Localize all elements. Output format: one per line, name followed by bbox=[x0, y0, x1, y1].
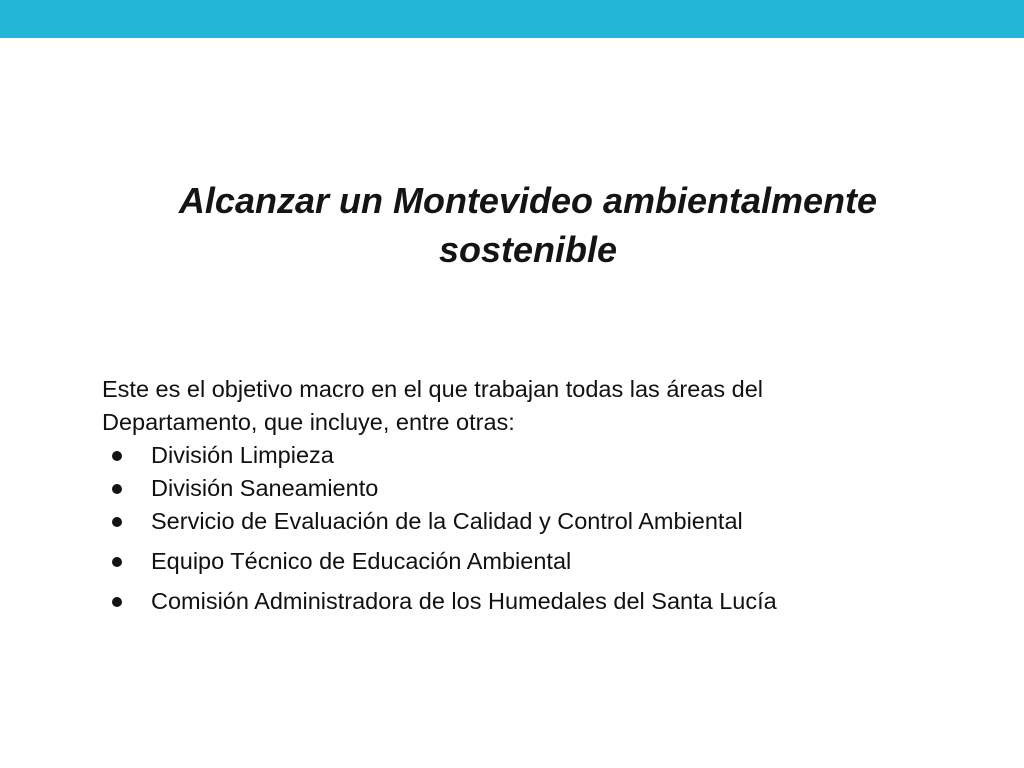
list-item-label: División Limpieza bbox=[151, 442, 334, 468]
bullet-icon bbox=[112, 484, 122, 494]
intro-line-2: Departamento, que incluye, entre otras: bbox=[102, 409, 515, 435]
list-item bbox=[102, 439, 982, 472]
bullet-list bbox=[102, 439, 982, 618]
list-item bbox=[102, 472, 982, 505]
title-line-1: Alcanzar un Montevideo ambientalmente bbox=[178, 180, 878, 221]
slide-title bbox=[60, 176, 996, 274]
bullet-icon bbox=[112, 557, 122, 567]
intro-line-1: Este es el objetivo macro en el que trabajan todas las áreas del bbox=[102, 376, 764, 402]
list-item-label: Equipo Técnico de Educación Ambiental bbox=[151, 548, 572, 574]
list-item bbox=[102, 505, 982, 538]
list-item-label: División Saneamiento bbox=[151, 475, 379, 501]
bullet-icon bbox=[112, 451, 122, 461]
intro-paragraph bbox=[102, 373, 982, 439]
slide-body bbox=[102, 373, 982, 618]
list-item bbox=[102, 585, 982, 618]
list-item-label: Servicio de Evaluación de la Calidad y Control Ambiental bbox=[151, 508, 743, 534]
bullet-icon bbox=[112, 597, 122, 607]
bullet-icon bbox=[112, 517, 122, 527]
top-accent-bar bbox=[0, 0, 1024, 38]
title-line-2: sostenible bbox=[438, 229, 618, 270]
list-item bbox=[102, 545, 982, 578]
list-item-label: Comisión Administradora de los Humedales del Santa Lucía bbox=[151, 588, 777, 614]
